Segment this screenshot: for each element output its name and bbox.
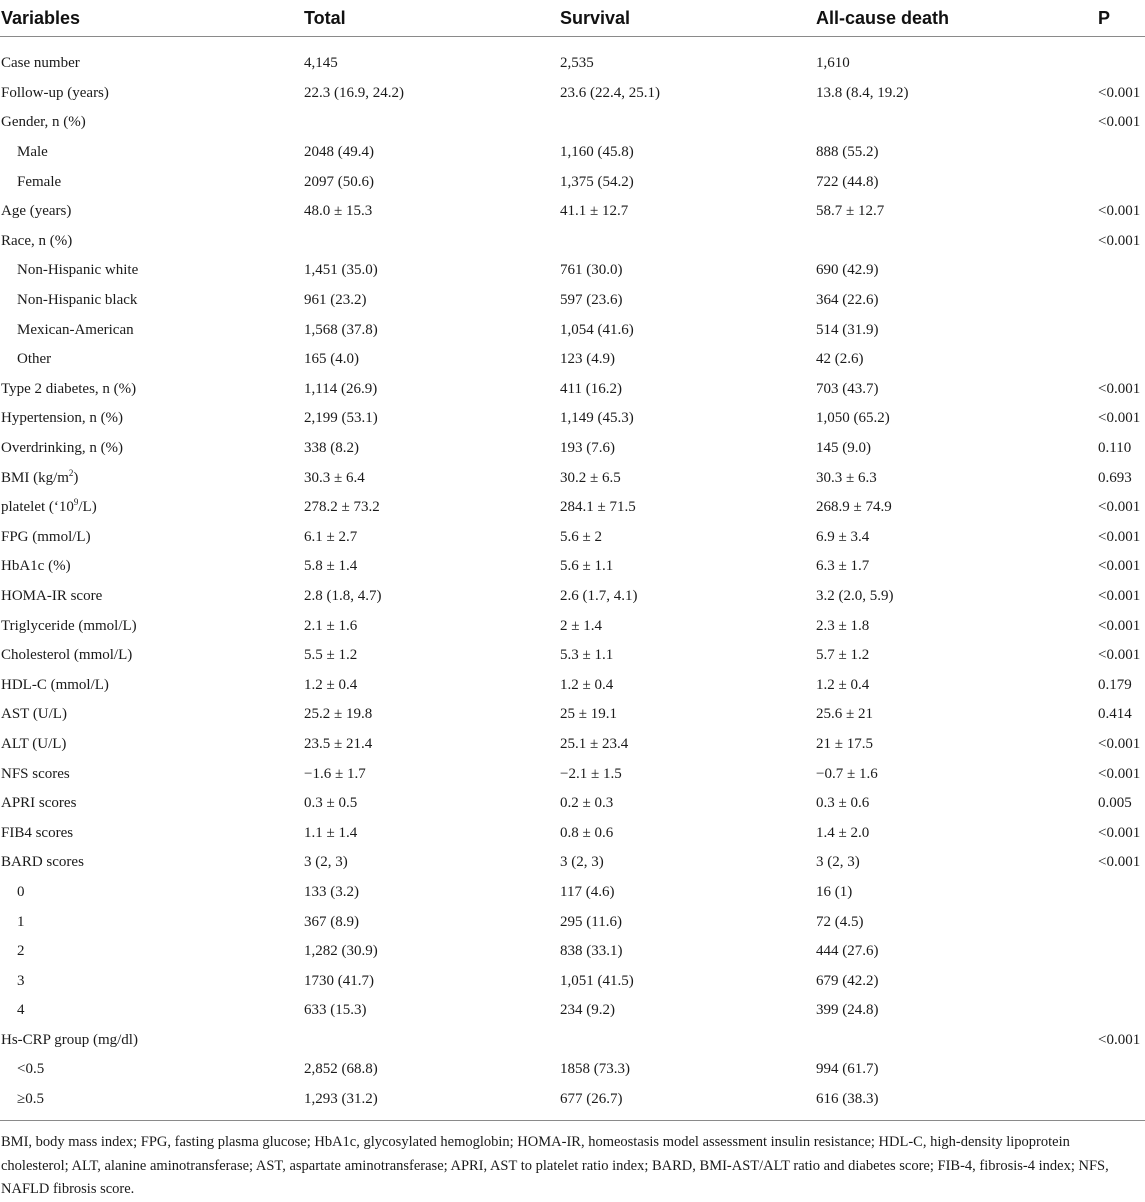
table-row [0,878,1145,908]
cell-variable [0,677,304,694]
table-row [0,730,1145,760]
variable-label: Female [17,173,62,190]
cell-p-value: <0.001 [1098,410,1141,427]
header-p: P [1098,7,1111,28]
table-header-row [0,0,1145,37]
cell-death: 145 (9.0) [816,440,871,457]
cell-death: 616 (38.3) [816,1091,879,1108]
cell-death: 5.7 ± 1.2 [816,647,870,664]
cell-total: 2,199 (53.1) [304,410,378,427]
header-variables: Variables [1,7,81,28]
variable-label: FPG (mmol/L) [1,528,91,545]
cell-death: 3 (2, 3) [816,854,860,871]
variable-label: Cholesterol (mmol/L) [1,647,133,664]
cell-survival: 597 (23.6) [560,292,623,309]
cell-total: 1730 (41.7) [304,972,374,989]
table-row [0,759,1145,789]
table-row [0,79,1145,109]
cell-total: 1,114 (26.9) [304,380,378,397]
variable-label: 4 [17,1002,25,1019]
table-row [0,375,1145,405]
cell-total: −1.6 ± 1.7 [304,765,366,782]
cell-p-value: <0.001 [1098,499,1141,516]
table-row [0,493,1145,523]
cell-survival: 1,051 (41.5) [560,972,634,989]
variable-label: Type 2 diabetes, n (%) [1,380,137,397]
variable-label: platelet (‘10 [1,499,74,516]
cell-survival: 117 (4.6) [560,883,615,900]
variable-label: Hypertension, n (%) [1,410,124,427]
cell-total: 0.3 ± 0.5 [304,795,358,812]
cell-variable [0,55,304,72]
cell-survival: 25.1 ± 23.4 [560,735,629,752]
cell-survival: 1,149 (45.3) [560,410,634,427]
variable-label: <0.5 [17,1061,45,1078]
cell-variable [0,618,304,635]
variable-label: Overdrinking, n (%) [1,440,124,457]
table-body [0,37,1145,1114]
cell-p-value: <0.001 [1098,765,1141,782]
cell-survival: 411 (16.2) [560,380,622,397]
cell-survival: 2 ± 1.4 [560,617,602,634]
cell-death: 444 (27.6) [816,943,879,960]
table-row [0,641,1145,671]
cell-death: 6.3 ± 1.7 [816,558,870,575]
cell-variable [0,558,304,575]
cell-death: 13.8 (8.4, 19.2) [816,84,909,101]
cell-survival: −2.1 ± 1.5 [560,765,622,782]
cell-variable [0,114,304,131]
cell-total: 6.1 ± 2.7 [304,528,358,545]
cell-p-value: 0.179 [1098,676,1132,693]
variable-superscript: 9 [73,497,79,508]
cell-variable [0,292,304,309]
cell-total: 1.2 ± 0.4 [304,676,358,693]
table-row [0,138,1145,168]
variable-label: 1 [17,913,25,930]
cell-survival: 761 (30.0) [560,262,623,279]
header-all-cause-death: All-cause death [816,7,950,28]
variable-label: ALT (U/L) [1,735,67,752]
cell-variable [0,203,304,220]
cell-death: 30.3 ± 6.3 [816,469,877,486]
cell-death: 722 (44.8) [816,173,879,190]
variable-label: Non-Hispanic black [17,292,138,309]
cell-survival: 5.6 ± 2 [560,528,602,545]
cell-variable [0,1032,304,1049]
variable-label: HOMA-IR score [1,587,103,604]
cell-survival: 295 (11.6) [560,913,622,930]
cell-variable [0,884,304,901]
cell-total: 5.5 ± 1.2 [304,647,358,664]
cell-total: 2,852 (68.8) [304,1061,378,1078]
cell-death: 679 (42.2) [816,972,879,989]
table-row [0,256,1145,286]
variable-label: Hs-CRP group (mg/dl) [1,1031,138,1048]
cell-p-value: <0.001 [1098,84,1141,101]
cell-survival: 193 (7.6) [560,440,615,457]
cell-variable [0,529,304,546]
table-row [0,523,1145,553]
cell-survival: 0.2 ± 0.3 [560,795,614,812]
variable-label: HDL-C (mmol/L) [1,676,109,693]
variable-label: Age (years) [1,203,72,220]
cell-total: 338 (8.2) [304,440,359,457]
cell-death: 1.2 ± 0.4 [816,676,870,693]
cell-death: 1,610 [816,55,850,72]
table-row [0,670,1145,700]
cell-total: 633 (15.3) [304,1002,367,1019]
cell-total: 22.3 (16.9, 24.2) [304,84,404,101]
table-row [0,966,1145,996]
cell-survival: 2.6 (1.7, 4.1) [560,587,638,604]
cell-total: 25.2 ± 19.8 [304,706,373,723]
variable-label: 3 [17,972,25,989]
cell-variable [0,262,304,279]
cell-death: 21 ± 17.5 [816,735,873,752]
variable-label: Mexican-American [17,321,134,338]
cell-variable [0,914,304,931]
cell-variable [0,322,304,339]
variable-label: 0 [17,883,25,900]
cell-death: 3.2 (2.0, 5.9) [816,587,894,604]
cell-variable [0,647,304,664]
cell-p-value: <0.001 [1098,528,1141,545]
header-total: Total [304,7,346,28]
cell-death: 703 (43.7) [816,380,879,397]
cell-death: 1.4 ± 2.0 [816,824,870,841]
cell-variable [0,706,304,723]
variable-label: APRI scores [1,795,77,812]
variable-label: Gender, n (%) [1,114,86,131]
variable-label: FIB4 scores [1,824,74,841]
variable-label: Non-Hispanic white [17,262,139,279]
cell-total: 1,282 (30.9) [304,943,378,960]
cell-survival: 5.3 ± 1.1 [560,647,614,664]
cell-p-value: <0.001 [1098,380,1141,397]
cell-death: 72 (4.5) [816,913,864,930]
variable-suffix: /L) [78,499,97,516]
cell-p-value: <0.001 [1098,824,1141,841]
cell-survival: 1,375 (54.2) [560,173,634,190]
cell-survival: 0.8 ± 0.6 [560,824,614,841]
variable-label: Male [17,144,48,161]
cell-survival: 2,535 [560,55,594,72]
cell-total: 3 (2, 3) [304,854,348,871]
variable-label: Case number [1,55,80,72]
table-row [0,286,1145,316]
cell-death: 42 (2.6) [816,351,864,368]
cell-variable [0,144,304,161]
cell-total: 2.8 (1.8, 4.7) [304,587,382,604]
table-row [0,996,1145,1026]
cell-survival: 1,054 (41.6) [560,321,634,338]
cell-survival: 41.1 ± 12.7 [560,203,629,220]
cell-variable [0,85,304,102]
cell-total: 961 (23.2) [304,292,367,309]
cell-total: 48.0 ± 15.3 [304,203,373,220]
cell-variable [0,174,304,191]
cell-death: 514 (31.9) [816,321,879,338]
variable-label: 2 [17,943,25,960]
table-row [0,197,1145,227]
cell-death: 1,050 (65.2) [816,410,890,427]
cell-total: 165 (4.0) [304,351,359,368]
cell-survival: 677 (26.7) [560,1091,623,1108]
table-row [0,315,1145,345]
cell-variable [0,973,304,990]
cell-variable [0,499,304,516]
cell-p-value: 0.414 [1098,706,1132,723]
cell-variable [0,440,304,457]
cell-survival: 23.6 (22.4, 25.1) [560,84,660,101]
cell-variable [0,943,304,960]
cell-survival: 123 (4.9) [560,351,615,368]
cell-death: 399 (24.8) [816,1002,879,1019]
cell-total: 2.1 ± 1.6 [304,617,358,634]
cell-p-value: <0.001 [1098,854,1141,871]
cell-variable [0,1091,304,1108]
cell-survival: 5.6 ± 1.1 [560,558,614,575]
table-row [0,907,1145,937]
cell-total: 23.5 ± 21.4 [304,735,373,752]
cell-p-value: <0.001 [1098,232,1141,249]
cell-death: 268.9 ± 74.9 [816,499,892,516]
table-row [0,167,1145,197]
variable-label: ≥0.5 [17,1091,44,1108]
table-row [0,552,1145,582]
cell-variable [0,1002,304,1019]
cell-variable [0,588,304,605]
variable-label: Follow-up (years) [1,84,109,101]
table-row [0,434,1145,464]
variable-label: Triglyceride (mmol/L) [1,617,137,634]
cell-variable [0,854,304,871]
cell-death: 58.7 ± 12.7 [816,203,885,220]
table-row [0,937,1145,967]
table-row [0,345,1145,375]
cell-variable [0,1061,304,1078]
cell-total: 2097 (50.6) [304,173,374,190]
cell-death: 364 (22.6) [816,292,879,309]
cell-p-value: 0.693 [1098,469,1132,486]
cell-variable [0,351,304,368]
variable-label: AST (U/L) [1,706,67,723]
cell-p-value: <0.001 [1098,617,1141,634]
table-row [0,463,1145,493]
cell-p-value: <0.001 [1098,647,1141,664]
variable-label: BMI (kg/m [1,469,69,486]
cell-survival: 1,160 (45.8) [560,144,634,161]
cell-total: 367 (8.9) [304,913,359,930]
cell-p-value: 0.005 [1098,795,1132,812]
cell-p-value: 0.110 [1098,440,1132,457]
table-row [0,1026,1145,1056]
cell-total: 2048 (49.4) [304,144,374,161]
table-row [0,700,1145,730]
cell-total: 4,145 [304,55,338,72]
cell-death: 6.9 ± 3.4 [816,528,870,545]
cell-p-value: <0.001 [1098,114,1141,131]
cell-death: 0.3 ± 0.6 [816,795,870,812]
variable-suffix: ) [73,469,79,486]
table-row [0,789,1145,819]
cell-p-value: <0.001 [1098,558,1141,575]
variable-label: HbA1c (%) [1,558,71,575]
table-row [0,818,1145,848]
variable-label: NFS scores [1,765,70,782]
table-row [0,582,1145,612]
cell-survival: 1.2 ± 0.4 [560,676,614,693]
cell-survival: 25 ± 19.1 [560,706,617,723]
cell-survival: 234 (9.2) [560,1002,615,1019]
cell-total: 30.3 ± 6.4 [304,469,365,486]
table-row [0,108,1145,138]
table-row [0,1085,1145,1115]
cell-variable [0,766,304,783]
cell-survival: 284.1 ± 71.5 [560,499,636,516]
cell-death: 16 (1) [816,883,853,900]
cell-variable [0,795,304,812]
variable-label: Other [17,351,52,368]
table-row [0,1055,1145,1085]
cell-total: 1,293 (31.2) [304,1091,378,1108]
cell-survival: 1858 (73.3) [560,1061,630,1078]
table-row [0,404,1145,434]
cell-variable [0,736,304,753]
cell-death: 690 (42.9) [816,262,879,279]
cell-total: 278.2 ± 73.2 [304,499,380,516]
cell-survival: 3 (2, 3) [560,854,604,871]
cell-total: 1,451 (35.0) [304,262,378,279]
cell-death: 994 (61.7) [816,1061,879,1078]
table-row [0,49,1145,79]
table-row [0,611,1145,641]
table-row [0,848,1145,878]
cell-total: 133 (3.2) [304,883,359,900]
cell-variable [0,825,304,842]
cell-death: −0.7 ± 1.6 [816,765,878,782]
cell-variable [0,233,304,250]
cell-total: 5.8 ± 1.4 [304,558,358,575]
cell-variable [0,410,304,427]
table-row [0,227,1145,257]
cell-death: 25.6 ± 21 [816,706,873,723]
header-survival: Survival [560,7,631,28]
variable-label: BARD scores [1,854,84,871]
cell-variable [0,381,304,398]
variable-superscript: 2 [68,467,74,478]
table-footnote: BMI, body mass index; FPG, fasting plasma glucose; HbA1c, glycosylated hemoglobin; HOMA-IR, homeostasis model assessment insulin resistance; HDL-C, high-density lipoprotein cholesterol; ALT, alanine aminotransferase; AST, aspartate aminotransferase; APRI, AST to platelet ratio index; BARD, BMI-AST/ALT ratio and diabetes score; FIB-4, fibrosis-4 index; NFS, NAFLD fibrosis score. [1,1134,1109,1198]
cell-p-value: <0.001 [1098,203,1141,220]
cell-p-value: <0.001 [1098,735,1141,752]
cell-variable [0,467,304,487]
cell-death: 2.3 ± 1.8 [816,617,870,634]
cell-death: 888 (55.2) [816,144,879,161]
variable-label: Race, n (%) [1,232,73,249]
cell-p-value: <0.001 [1098,1031,1141,1048]
cell-survival: 30.2 ± 6.5 [560,469,621,486]
cell-p-value: <0.001 [1098,587,1141,604]
cell-survival: 838 (33.1) [560,943,623,960]
cell-total: 1.1 ± 1.4 [304,824,358,841]
cell-total: 1,568 (37.8) [304,321,378,338]
